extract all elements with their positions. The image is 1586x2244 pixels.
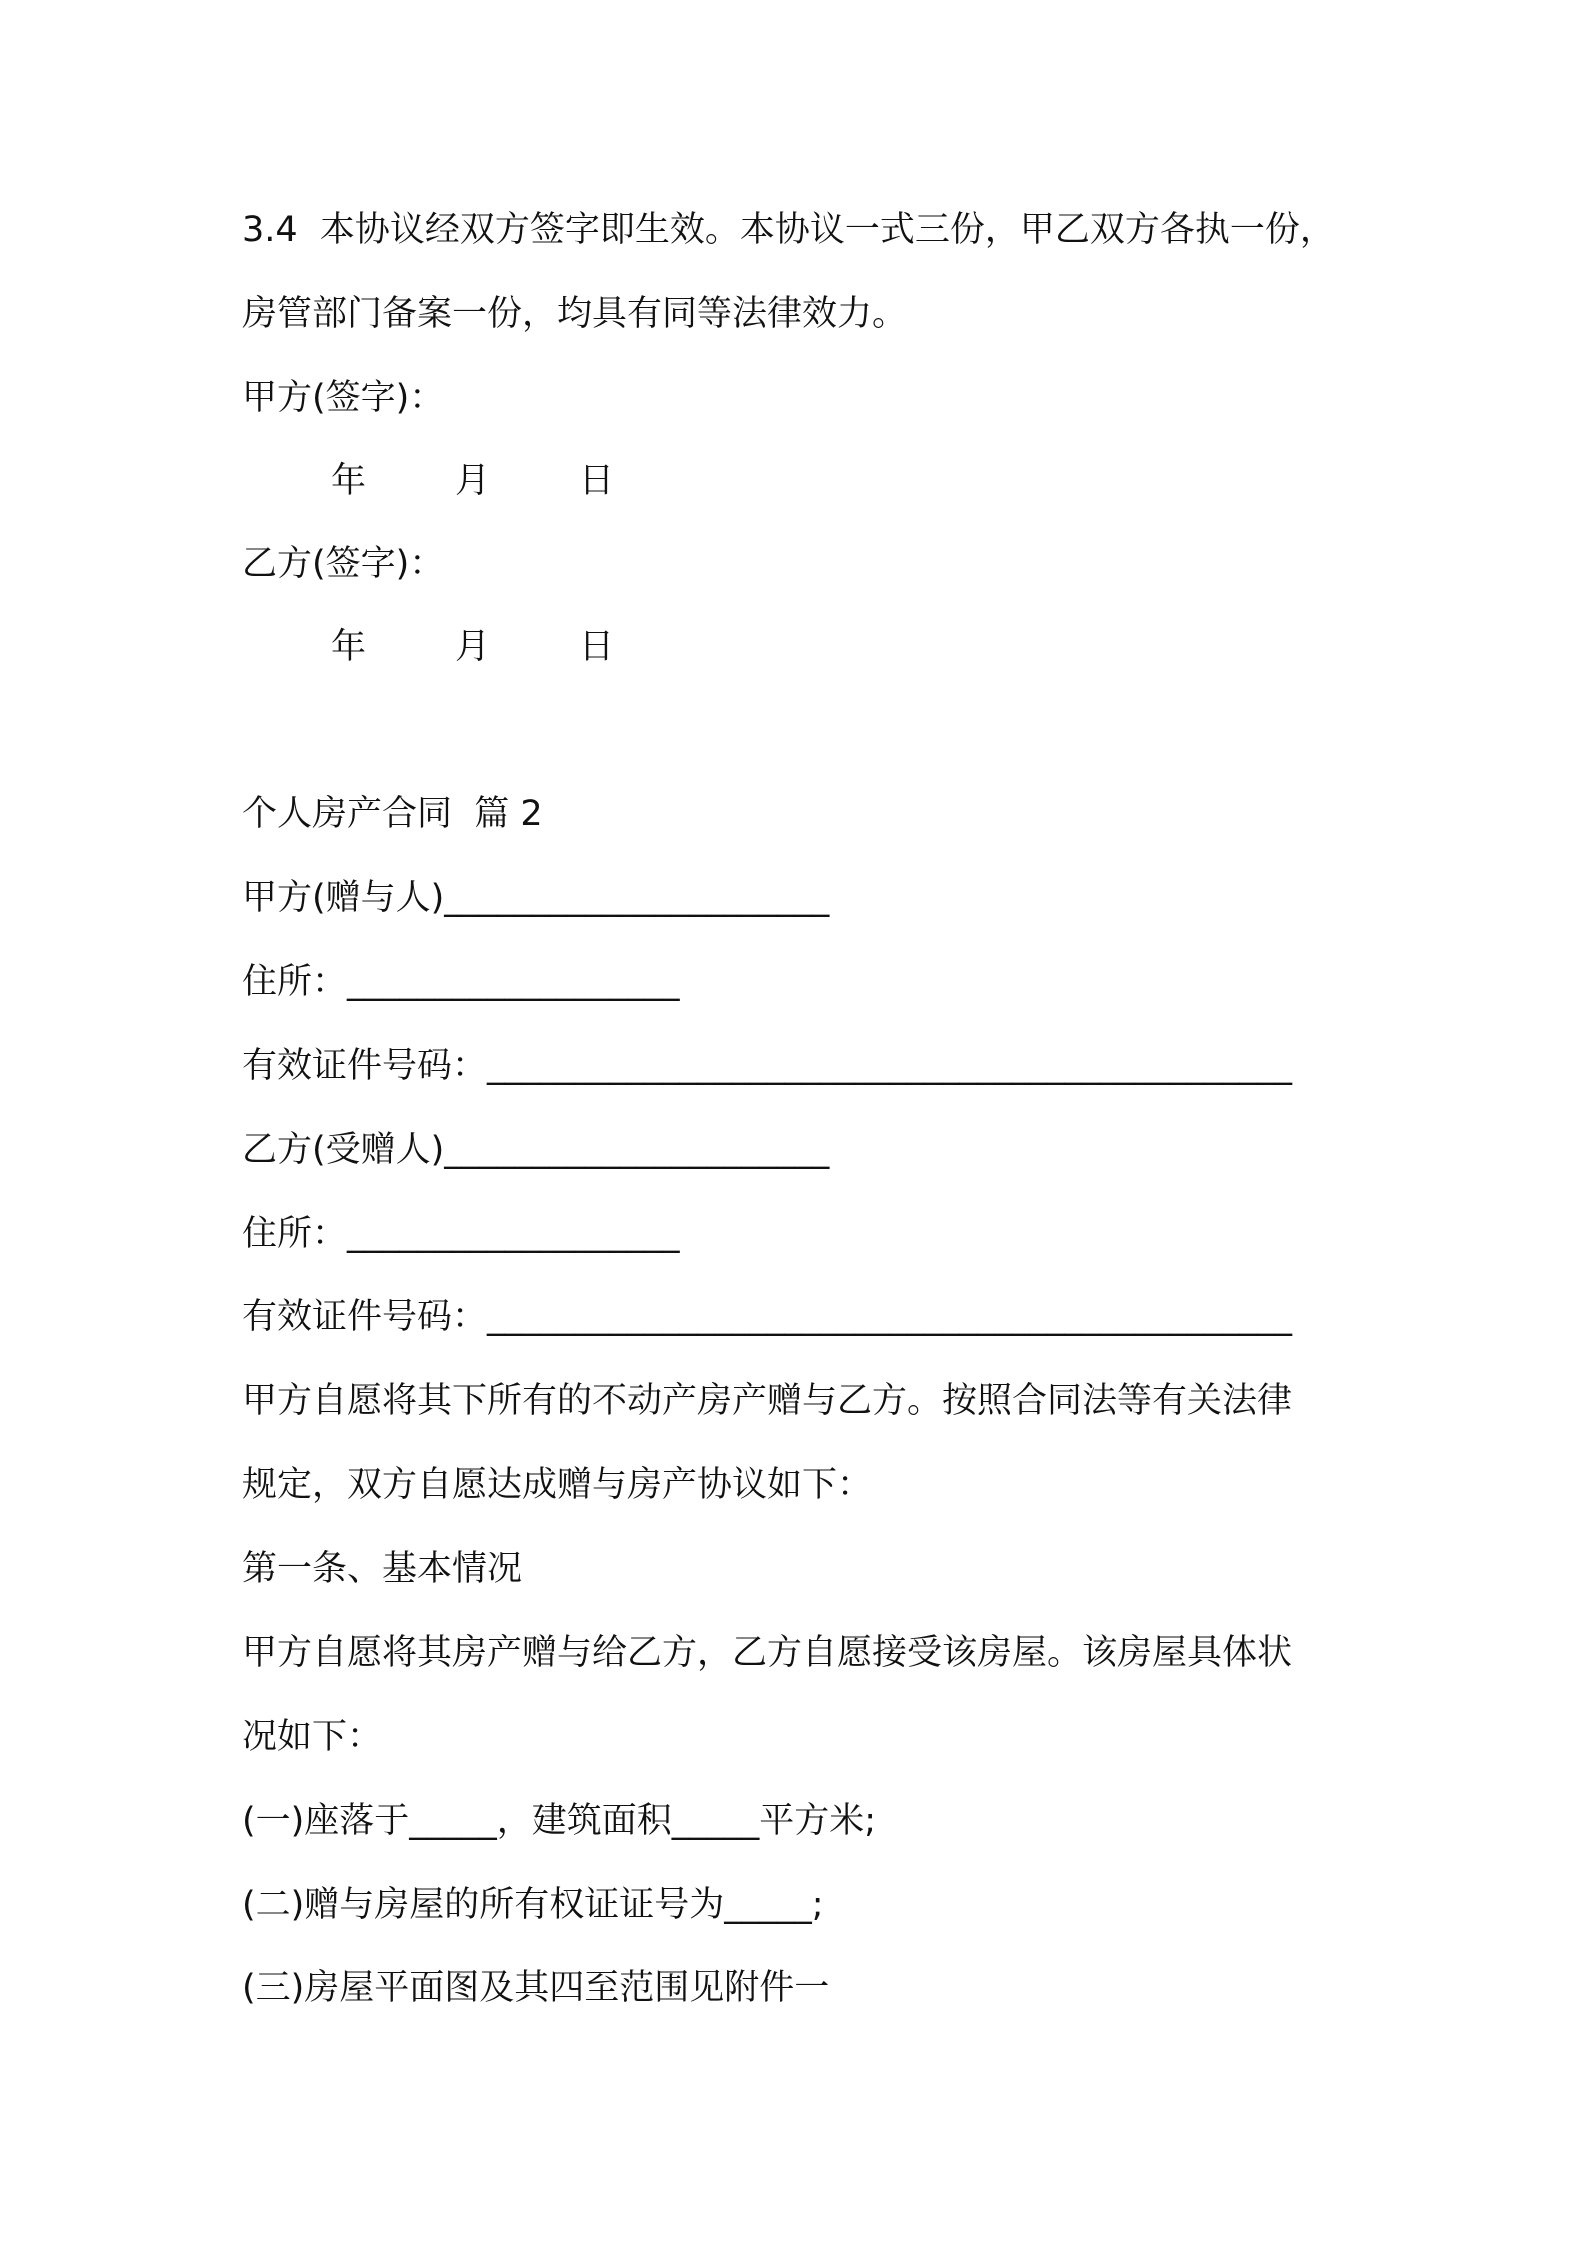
party-b-signature-label: 乙方(签字)： — [242, 544, 445, 584]
section-title: 个人房产合同 篇 2 — [242, 794, 543, 834]
donor-id-number: 有效证件号码：______________________________________________ — [242, 1046, 1293, 1086]
party-a-signature-label: 甲方(签字)： — [242, 378, 445, 418]
section-3-4-line-1: 3.4 本协议经双方签字即生效。本协议一式三份，甲乙双方各执一份， — [242, 210, 1335, 250]
recipient-id-number: 有效证件号码：______________________________________________ — [242, 1297, 1293, 1337]
intro-line-1: 甲方自愿将其下所有的不动产房产赠与乙方。按照合同法等有关法律 — [242, 1381, 1293, 1421]
article-one-line-2: 况如下： — [242, 1717, 383, 1757]
donor-label: 甲方(赠与人)______________________ — [242, 878, 830, 918]
party-a-date-line: 年 月 日 — [242, 461, 615, 501]
party-b-date-line: 年 月 日 — [242, 627, 615, 667]
recipient-address: 住所：___________________ — [242, 1214, 680, 1254]
recipient-label: 乙方(受赠人)______________________ — [242, 1130, 830, 1170]
article-one-line-1: 甲方自愿将其房产赠与给乙方，乙方自愿接受该房屋。该房屋具体状 — [242, 1633, 1293, 1673]
item-1: (一)座落于_____，建筑面积_____平方米; — [242, 1801, 877, 1841]
intro-line-2: 规定，双方自愿达成赠与房产协议如下： — [242, 1465, 873, 1505]
article-one-title: 第一条、基本情况 — [242, 1549, 523, 1589]
item-2: (二)赠与房屋的所有权证证号为_____; — [242, 1885, 824, 1925]
item-3: (三)房屋平面图及其四至范围见附件一 — [242, 1968, 830, 2008]
donor-address: 住所：___________________ — [242, 962, 680, 1002]
section-3-4-line-2: 房管部门备案一份，均具有同等法律效力。 — [242, 294, 908, 334]
